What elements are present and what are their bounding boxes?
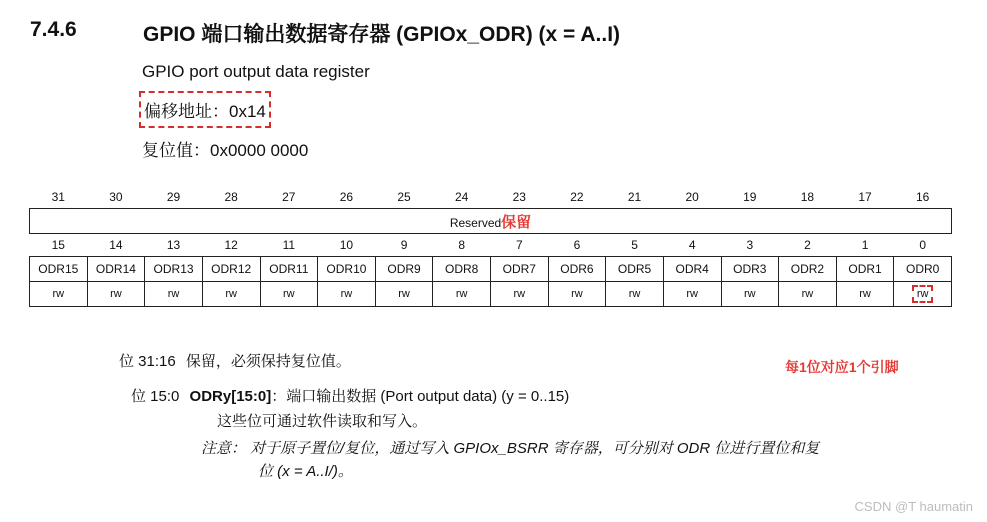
field-name: ODR0: [894, 257, 952, 282]
bit-number: 19: [743, 190, 757, 204]
field-name: ODR5: [606, 257, 664, 282]
access-type: rw: [260, 282, 318, 307]
access-type: rw: [779, 282, 837, 307]
field-name: ODR15: [30, 257, 88, 282]
field-names-row: [30, 257, 952, 282]
bit-number: 10: [339, 238, 354, 252]
bits-31-16-text: 保留，必须保持复位值。: [185, 353, 351, 370]
bit-number: 24: [455, 190, 469, 204]
register-map: [29, 186, 952, 307]
bit-number: 16: [916, 190, 930, 204]
reserved-label: Reserved: [449, 215, 502, 230]
bit-number: 3: [746, 238, 754, 252]
bit-number: 14: [109, 238, 123, 252]
bit-number: 1: [861, 238, 869, 252]
watermark: CSDN @T haumatin: [854, 499, 973, 514]
field-name: ODR4: [663, 257, 721, 282]
field-name: ODR6: [548, 257, 606, 282]
field-name: ODR11: [260, 257, 318, 282]
field-name: ODR3: [721, 257, 779, 282]
section-number: 7.4.6: [30, 18, 77, 41]
bits-31-16-label: 位 31:16: [119, 353, 176, 370]
bit-number: 30: [109, 190, 123, 204]
access-type: rw: [663, 282, 721, 307]
bits-15-0-desc: [131, 385, 569, 406]
high-bit-numbers-row: [30, 186, 952, 209]
bit-number: 6: [573, 238, 581, 252]
access-type: rw: [836, 282, 894, 307]
bit-number: 17: [858, 190, 872, 204]
note-line-2: 位 (x = A..I/)。: [258, 463, 353, 480]
bit-number: 12: [224, 238, 238, 252]
bit-number: 21: [627, 190, 642, 204]
note-line-1: 注意： 对于原子置位/复位，通过写入 GPIOx_BSRR 寄存器，可分别对 ODR 位进行置位和复: [201, 440, 820, 457]
bit-number: 13: [166, 238, 181, 252]
reserved-row: [30, 209, 952, 234]
access-type: rw: [30, 282, 88, 307]
bits-31-16-desc: [119, 350, 351, 371]
field-name: ODR13: [145, 257, 203, 282]
field-name: ODR7: [491, 257, 549, 282]
bit-number: 15: [51, 238, 65, 252]
bit-number: 22: [570, 190, 584, 204]
section-title: GPIO 端口输出数据寄存器 (GPIOx_ODR) (x = A..I): [143, 23, 621, 46]
access-type: rw: [721, 282, 779, 307]
access-row: [30, 282, 952, 307]
access-type-highlight: rw: [912, 285, 934, 303]
bit-number: 28: [224, 190, 238, 204]
bit-number: 8: [458, 238, 466, 252]
field-name: ODR8: [433, 257, 491, 282]
pin-annotation: 每1位对应1个引脚: [785, 359, 899, 375]
reset-value: 复位值：0x0000 0000: [142, 141, 309, 160]
bit-number: 9: [400, 238, 408, 252]
bits-15-0-label: 位 15:0: [131, 388, 180, 405]
field-name: ODR2: [779, 257, 837, 282]
reserved-field: [30, 209, 952, 234]
offset-address-text: 偏移地址：0x14: [144, 102, 266, 121]
bit-number: 5: [631, 238, 638, 252]
access-type: rw: [202, 282, 260, 307]
field-name: ODR9: [375, 257, 433, 282]
field-name: ODR14: [87, 257, 145, 282]
bits-15-0-detail: 这些位可通过软件读取和写入。: [217, 413, 428, 430]
access-type: rw: [318, 282, 376, 307]
bit-number: 26: [339, 190, 354, 204]
access-type: rw: [433, 282, 491, 307]
bit-number: 2: [804, 238, 811, 252]
bit-number: 7: [515, 238, 523, 252]
access-type: rw: [145, 282, 203, 307]
access-type: rw: [491, 282, 549, 307]
field-name: ODR10: [318, 257, 376, 282]
bit-number: 23: [512, 190, 526, 204]
low-bit-numbers-row: [30, 234, 952, 257]
access-type: rw: [606, 282, 664, 307]
offset-address: [139, 91, 271, 128]
register-subtitle: GPIO port output data register: [142, 62, 370, 81]
bit-number: 20: [685, 190, 699, 204]
bit-number: 4: [688, 238, 696, 252]
bit-number: 29: [166, 190, 181, 204]
bit-number: 31: [51, 190, 65, 204]
bits-15-0-name: ODRy[15:0]: [189, 388, 272, 405]
bit-number: 27: [282, 190, 296, 204]
field-name: ODR12: [202, 257, 260, 282]
bit-number: 11: [282, 238, 296, 252]
bit-number: 25: [397, 190, 411, 204]
access-type: rw: [548, 282, 606, 307]
access-type: rw: [375, 282, 433, 307]
access-type: [894, 282, 952, 307]
bit-number: 0: [919, 238, 927, 252]
field-name: ODR1: [836, 257, 894, 282]
bits-15-0-text: ：端口输出数据 (Port output data) (y = 0..15): [271, 388, 570, 405]
bit-number: 18: [800, 190, 815, 204]
reserved-note: 保留: [501, 213, 532, 231]
access-type: rw: [87, 282, 145, 307]
